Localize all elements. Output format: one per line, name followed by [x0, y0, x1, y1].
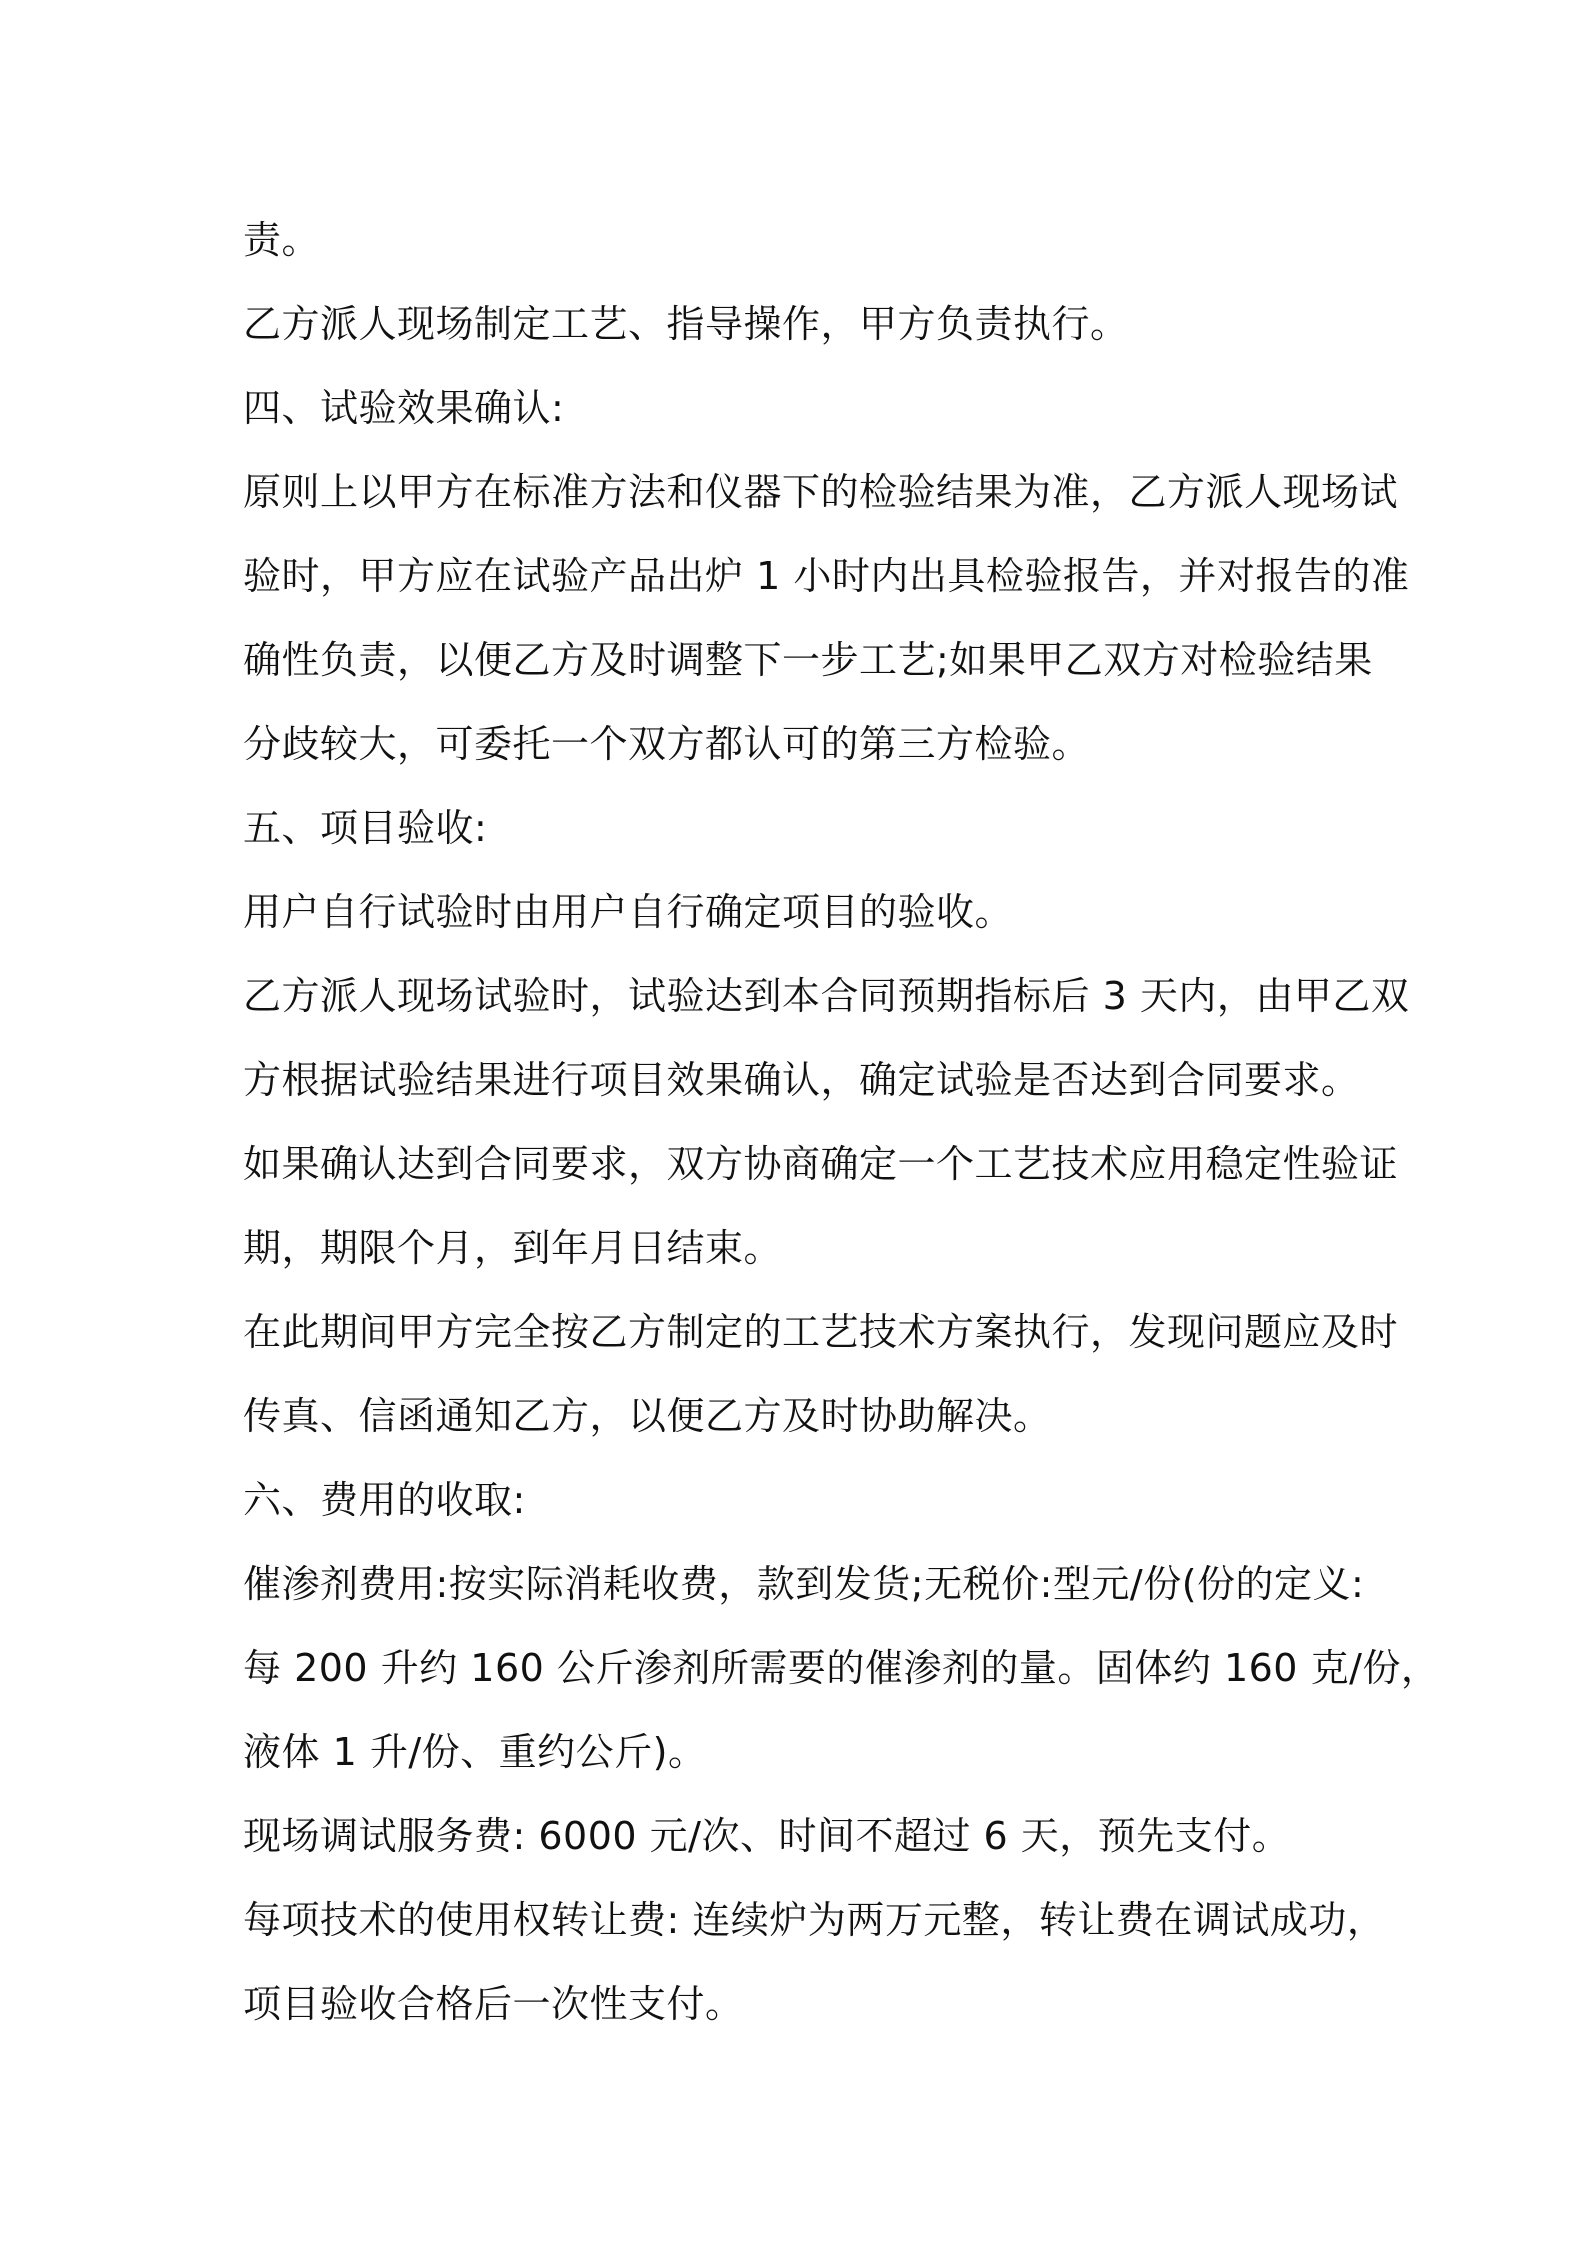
- text-line: 确性负责，以便乙方及时调整下一步工艺;如果甲乙双方对检验结果: [243, 638, 1373, 682]
- text-line: 期，期限个月，到年月日结束。: [243, 1226, 783, 1270]
- text-line: 分歧较大，可委托一个双方都认可的第三方检验。: [243, 722, 1091, 766]
- text-line: 现场调试服务费: 6000 元/次、时间不超过 6 天，预先支付。: [243, 1814, 1291, 1858]
- text-line: 每项技术的使用权转让费: 连续炉为两万元整，转让费在调试成功，: [243, 1898, 1386, 1942]
- text-line: 责。: [243, 218, 321, 262]
- text-line: 乙方派人现场试验时，试验达到本合同预期指标后 3 天内，由甲乙双: [243, 974, 1410, 1018]
- text-line: 传真、信函通知乙方，以便乙方及时协助解决。: [243, 1394, 1052, 1438]
- text-line: 方根据试验结果进行项目效果确认，确定试验是否达到合同要求。: [243, 1058, 1360, 1102]
- section-heading: 六、费用的收取:: [243, 1478, 526, 1522]
- text-line: 验时，甲方应在试验产品出炉 1 小时内出具检验报告，并对报告的准: [243, 554, 1410, 598]
- text-line: 项目验收合格后一次性支付。: [243, 1982, 744, 2026]
- text-line: 每 200 升约 160 公斤渗剂所需要的催渗剂的量。固体约 160 克/份，: [243, 1646, 1440, 1690]
- document-body: [243, 198, 1440, 2046]
- text-line: 液体 1 升/份、重约公斤)。: [243, 1730, 707, 1774]
- text-line: 在此期间甲方完全按乙方制定的工艺技术方案执行，发现问题应及时: [243, 1310, 1399, 1354]
- section-heading: 四、试验效果确认:: [243, 386, 565, 430]
- section-heading: 五、项目验收:: [243, 806, 488, 850]
- text-line: 催渗剂费用:按实际消耗收费，款到发货;无税价:型元/份(份的定义:: [243, 1562, 1365, 1606]
- text-line: 如果确认达到合同要求，双方协商确定一个工艺技术应用稳定性验证: [243, 1142, 1399, 1186]
- text-line: 原则上以甲方在标准方法和仪器下的检验结果为准，乙方派人现场试: [243, 470, 1399, 514]
- text-line: 乙方派人现场制定工艺、指导操作，甲方负责执行。: [243, 302, 1129, 346]
- text-line: 用户自行试验时由用户自行确定项目的验收。: [243, 890, 1014, 934]
